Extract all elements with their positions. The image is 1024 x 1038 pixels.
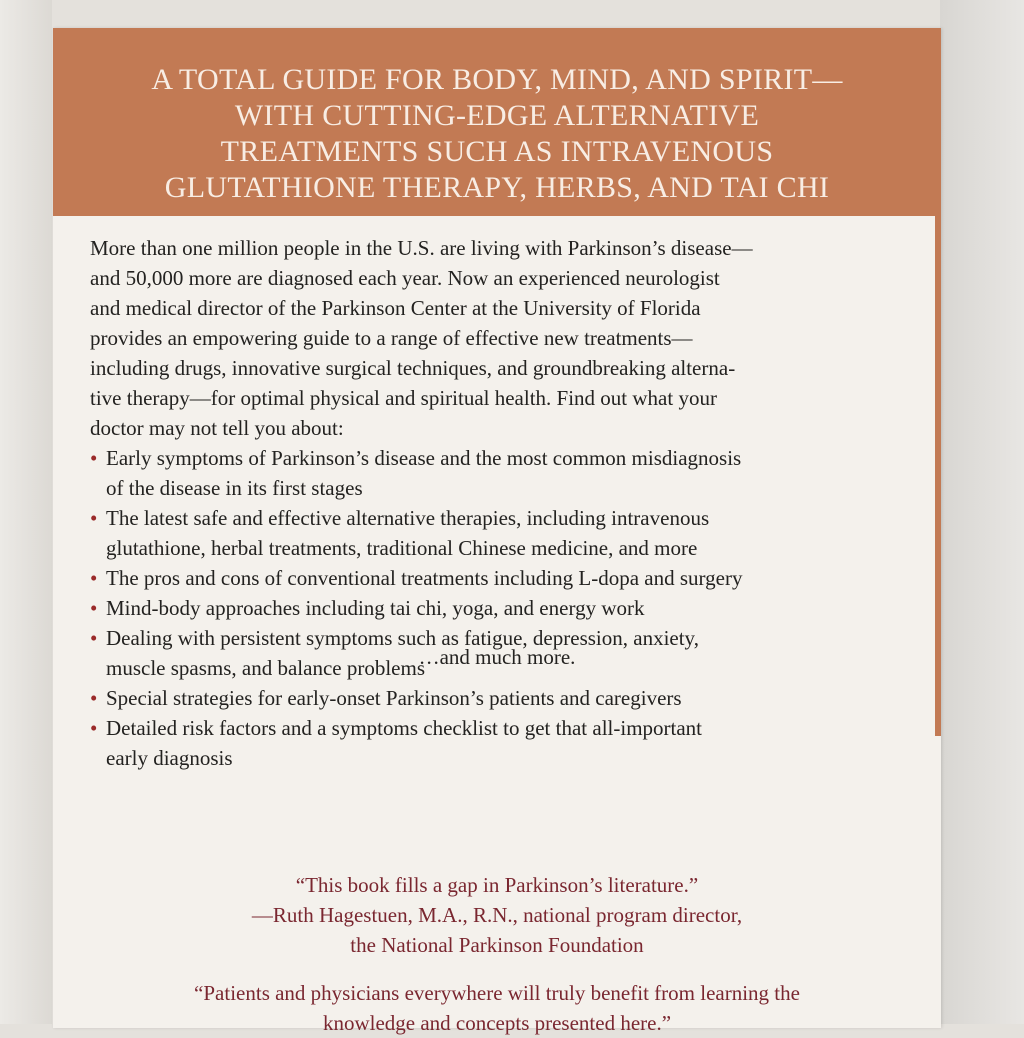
bullet-text: Mind-body approaches including tai chi, yoga, and energy work: [106, 596, 645, 620]
bullet-item: [90, 563, 930, 593]
endorsement-quote-1: [53, 870, 941, 960]
bullet-text: Early symptoms of Parkinson’s disease and the most common misdiagnosis: [106, 446, 742, 470]
bullet-text: glutathione, herbal treatments, traditional Chinese medicine, and more: [106, 536, 698, 560]
bullet-item: [90, 713, 930, 773]
headline: [53, 62, 941, 206]
bullet-marker: •: [90, 716, 98, 740]
intro-line: More than one million people in the U.S. are living with Parkinson’s disease—: [90, 236, 753, 260]
headline-line: TREATMENTS SUCH AS INTRAVENOUS: [220, 135, 774, 168]
bullet-item: [90, 443, 930, 503]
quote-line: “This book fills a gap in Parkinson’s literature.”: [295, 873, 699, 897]
bullet-marker: •: [90, 686, 98, 710]
intro-line: and medical director of the Parkinson Center at the University of Florida: [90, 296, 701, 320]
bullet-marker: •: [90, 626, 98, 650]
background-surface-left: [0, 0, 52, 1024]
quote-attribution: the National Parkinson Foundation: [350, 933, 644, 957]
bullet-item: [90, 593, 930, 623]
bullet-marker: •: [90, 566, 98, 590]
bullet-text: The pros and cons of conventional treatments including L-dopa and surgery: [106, 566, 743, 590]
intro-line: and 50,000 more are diagnosed each year. Now an experienced neurologist: [90, 266, 720, 290]
bullet-marker: •: [90, 596, 98, 620]
quote-line: knowledge and concepts presented here.”: [322, 1011, 672, 1035]
bullet-item: [90, 683, 930, 713]
headline-banner: [53, 28, 941, 216]
bullet-text: of the disease in its first stages: [106, 476, 363, 500]
bullet-marker: •: [90, 446, 98, 470]
bullet-text: Detailed risk factors and a symptoms checklist to get that all-important: [106, 716, 703, 740]
headline-line: GLUTATHIONE THERAPY, HERBS, AND TAI CHI: [164, 171, 830, 204]
bullet-text: Dealing with persistent symptoms such as fatigue, depression, anxiety,: [106, 626, 699, 650]
intro-line: doctor may not tell you about:: [90, 416, 344, 440]
endorsement-quote-2: [53, 978, 941, 1038]
bullet-marker: •: [90, 506, 98, 530]
bullet-text: early diagnosis: [106, 746, 233, 770]
bullet-text: Special strategies for early-onset Parkinson’s patients and caregivers: [106, 686, 682, 710]
bullet-text: muscle spasms, and balance problems: [106, 656, 425, 680]
description: [90, 233, 930, 773]
headline-line: A TOTAL GUIDE FOR BODY, MIND, AND SPIRIT—: [151, 63, 843, 96]
bullet-item: [90, 503, 930, 563]
bullet-text: The latest safe and effective alternative therapies, including intravenous: [106, 506, 710, 530]
quote-attribution: —Ruth Hagestuen, M.A., R.N., national program director,: [251, 903, 743, 927]
quote-line: “Patients and physicians everywhere will truly benefit from learning the: [194, 981, 800, 1005]
intro-line: provides an empowering guide to a range of effective new treatments—: [90, 326, 693, 350]
background-surface-right: [940, 0, 1024, 1024]
and-much-more: …and much more.: [418, 645, 576, 669]
intro-line: tive therapy—for optimal physical and spiritual health. Find out what your: [90, 386, 717, 410]
headline-line: WITH CUTTING-EDGE ALTERNATIVE: [234, 99, 760, 132]
intro-line: including drugs, innovative surgical techniques, and groundbreaking alterna-: [90, 356, 736, 380]
book-back-cover: [53, 28, 941, 1035]
